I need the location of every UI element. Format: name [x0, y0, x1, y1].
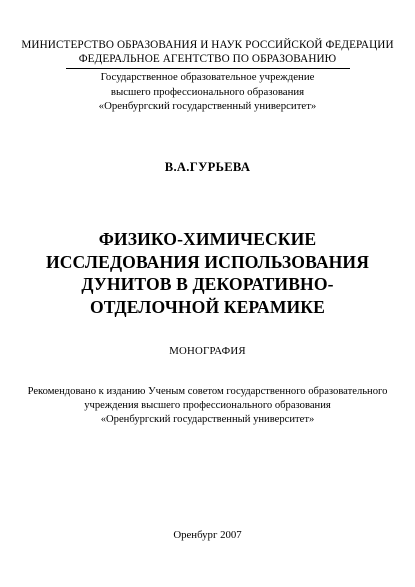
title-line-4: ОТДЕЛОЧНОЙ КЕРАМИКЕ — [89, 296, 325, 317]
institution-line-2: высшего профессионального образования — [110, 85, 305, 98]
ministry-line-1: МИНИСТЕРСТВО ОБРАЗОВАНИЯ И НАУК РОССИЙСКОЙ ФЕДЕРАЦИИ — [21, 39, 394, 51]
header-divider — [66, 68, 350, 69]
institution-line-1: Государственное образовательное учреждение — [100, 71, 315, 83]
author-name: В.А.ГУРЬЕВА — [164, 160, 251, 174]
title-line-1: ФИЗИКО-ХИМИЧЕСКИЕ — [98, 229, 317, 249]
recommendation-line-2: учреждения высшего профессионального образования — [84, 400, 331, 411]
recommendation-note — [0, 385, 415, 427]
recommendation-line-1: Рекомендовано к изданию Ученым советом государственного образовательного — [27, 386, 388, 397]
ministry-line-2: ФЕДЕРАЛЬНОЕ АГЕНТСТВО ПО ОБРАЗОВАНИЮ — [78, 53, 337, 65]
institution-line-3: «Оренбургский государственный университет» — [98, 100, 317, 112]
ministry-header — [0, 38, 415, 66]
recommendation-line-3: «Оренбургский государственный университет» — [100, 414, 315, 425]
city-year: Оренбург 2007 — [173, 529, 242, 541]
book-title — [0, 228, 415, 318]
title-line-2: ИССЛЕДОВАНИЯ ИСПОЛЬЗОВАНИЯ — [45, 251, 370, 272]
title-line-3: ДУНИТОВ В ДЕКОРАТИВНО- — [81, 274, 334, 294]
genre-label: МОНОГРАФИЯ — [169, 345, 246, 357]
institution-header — [0, 70, 415, 114]
